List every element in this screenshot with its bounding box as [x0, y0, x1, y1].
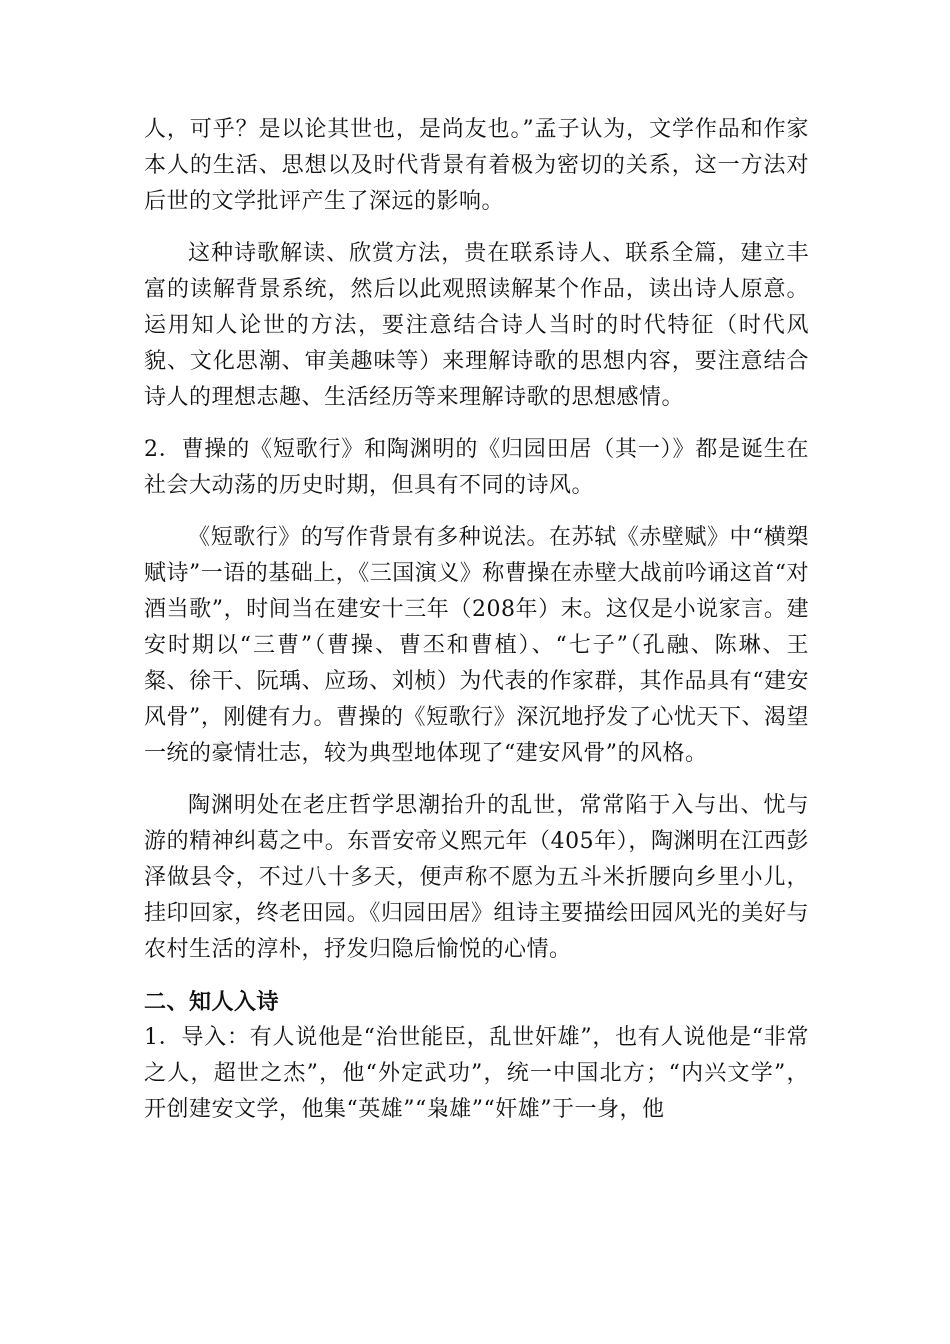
paragraph-4: 《短歌行》的写作背景有多种说法。在苏轼《赤壁赋》中“横槊赋诗”一语的基础上，《三国演义》称曹操在赤壁大战前吟诵这首“对酒当歌”，时间当在建安十三年（208年）末。这仅是小说家言。建安时期以“三曹”（曹操、曹丕和曹植）、“七子”（孔融、陈琳、王粲、徐干、阮瑀、应玚、刘桢）为代表的作家群，其作品具有“建安风骨”，刚健有力。曹操的《短歌行》深沉地抒发了心忧天下、渴望一统的豪情壮志，较为典型地体现了“建安风骨”的风格。 — [144, 525, 809, 766]
paragraph-5: 陶渊明处在老庄哲学思潮抬升的乱世，常常陷于入与出、忧与游的精神纠葛之中。东晋安帝义熙元年（405年），陶渊明在江西彭泽做县令，不过八十多天，便声称不愿为五斗米折腰向乡里小儿，挂印回家，终老田园。《归园田居》组诗主要描绘田园风光的美好与农村生活的淳朴，抒发归隐后愉悦的心情。 — [144, 793, 809, 962]
section-heading: 二、知人入诗 — [144, 989, 280, 1015]
paragraph-2: 这种诗歌解读、欣赏方法，贵在联系诗人、联系全篇，建立丰富的读解背景系统，然后以此观照读解某个作品，读出诗人原意。运用知人论世的方法，要注意结合诗人当时的时代特征（时代风貌、文化思潮、审美趣味等）来理解诗歌的思想内容，要注意结合诗人的理想志趣、生活经历等来理解诗歌的思想感情。 — [144, 241, 809, 410]
paragraph-6: 1．导入：有人说他是“治世能臣，乱世奸雄”，也有人说他是“非常之人，超世之杰”，他“外定武功”，统一中国北方；“内兴文学”，开创建安文学，他集“英雄”“枭雄”“奸雄”于一身，他 — [144, 1025, 809, 1122]
paragraph-1: 人，可乎？是以论其世也，是尚友也。”孟子认为，文学作品和作家本人的生活、思想以及时代背景有着极为密切的关系，这一方法对后世的文学批评产生了深远的影响。 — [144, 117, 809, 214]
document-page — [144, 112, 809, 1128]
paragraph-3: 2．曹操的《短歌行》和陶渊明的《归园田居（其一）》都是诞生在社会大动荡的历史时期，但具有不同的诗风。 — [144, 437, 809, 498]
